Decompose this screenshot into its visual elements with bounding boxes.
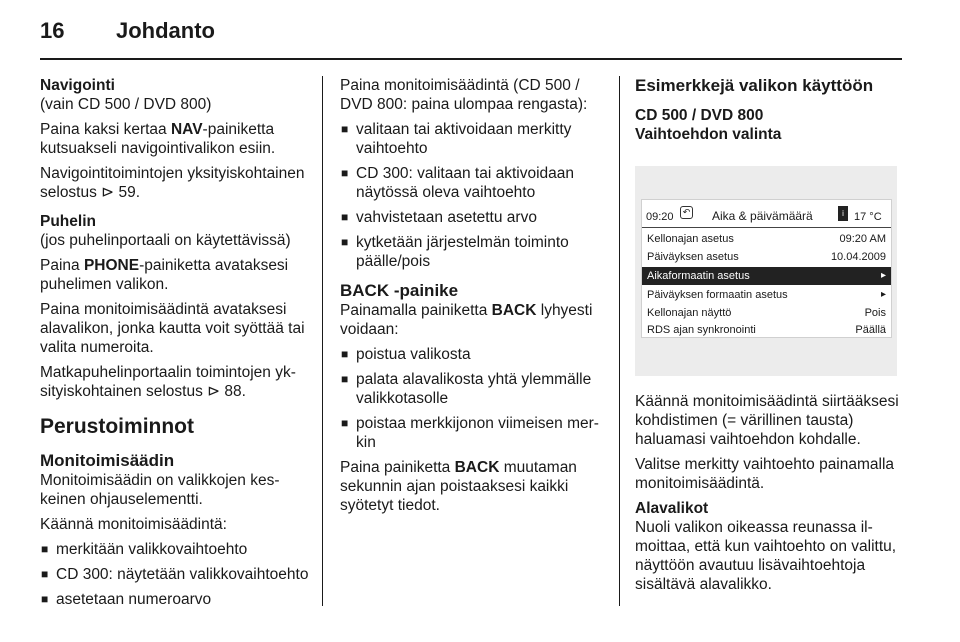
page-number: 16 [40, 18, 65, 43]
return-icon: ↶ [680, 206, 693, 219]
lcd-menu-row: Päiväyksen formaatin asetus ▸ [642, 286, 891, 304]
list-item: ■ CD 300: näytetään valikkovaihtoehto [40, 565, 312, 584]
column-divider [619, 76, 620, 606]
list-item: ■ poistaa merkkijonon viimeisen merkin [340, 414, 610, 452]
phone-paragraph-2: Paina monitoimisäädintä avataksesi alavalikon, jonka kautta voit syöttää tai valita numeroita. [40, 301, 305, 356]
lcd-temperature: 17 °C [854, 211, 882, 223]
section-heading-phone: Puhelin [40, 213, 96, 230]
submenu-paragraph: Nuoli valikon oikeassa reunassa ilmoittaa, että kun vaihtoehto on valittu, näyttöön avautuu lisävaihtoehtoja sisältävä alavalikko. [635, 519, 897, 593]
nav-key: NAV [170, 121, 203, 138]
phone-subtitle: (jos puhelinportaali on käytettävissä) [40, 232, 291, 249]
phone-key: PHONE [83, 257, 140, 274]
column-left [40, 76, 312, 615]
page-header [40, 18, 902, 60]
back-paragraph-2: Paina painiketta BACK muutaman sekunnin ajan poistaaksesi kaikki syötetyt tiedot. [340, 459, 577, 514]
section-heading-examples: Esimerkkejä valikon käyttöön [635, 76, 874, 95]
lcd-menu-title: Aika & päivämäärä [712, 209, 813, 223]
list-item: ■ poistua valikosta [340, 345, 610, 364]
nav-paragraph: Paina kaksi kertaa NAV-painiketta kutsuakseli navigointivalikon esiin. [40, 121, 276, 157]
list-item: ■ kytketään järjestelmän toiminto päälle/pois [340, 233, 610, 271]
section-heading-navigation: Navigointi [40, 77, 115, 94]
back-list [340, 345, 610, 452]
column-divider [322, 76, 323, 606]
submenu-arrow-icon: ▸ [880, 289, 886, 300]
press-paragraph: Paina monitoimisäädintä (CD 500 / DVD 800: paina ulompaa rengasta): [340, 77, 588, 113]
lcd-clock: 09:20 [646, 211, 674, 223]
knob-paragraph-2: Käännä monitoimisäädintä: [40, 516, 227, 533]
knob-press-list [340, 120, 610, 271]
lcd-display [641, 199, 892, 338]
lcd-menu-row: RDS ajan synkronointi Päällä [647, 324, 886, 336]
column-right [635, 76, 905, 600]
back-paragraph: Painamalla painiketta BACK lyhyesti voidaan: [340, 302, 593, 338]
nav-reference: Navigointitoimintojen yksityiskohtainen selostus ⊳ 59. [40, 165, 305, 201]
thermometer-icon: i [838, 206, 848, 221]
list-item: ■ palata alavalikosta yhtä ylemmälle valikkotasolle [340, 370, 610, 408]
lcd-menu-row-selected: Aikaformaatin asetus ▸ [642, 267, 891, 285]
lcd-menu-row: Kellonajan asetus 09:20 AM [647, 233, 886, 245]
list-item: ■ CD 300: valitaan tai aktivoidaan näytössä oleva vaihtoehto [340, 164, 610, 202]
display-screenshot [635, 166, 897, 376]
list-item: ■ vahvistetaan asetettu arvo [340, 208, 610, 227]
section-heading-basics: Perustoiminnot [40, 415, 195, 438]
subsection-heading-knob: Monitoimisäädin [40, 451, 175, 470]
back-key: BACK [491, 302, 537, 319]
subsection-heading-back: BACK -painike [340, 281, 459, 300]
page-reference-link: ⊳ 88. [207, 383, 246, 400]
list-item: ■ valitaan tai aktivoidaan merkitty vaihtoehto [340, 120, 610, 158]
column-middle [340, 76, 610, 521]
phone-reference: Matkapuhelinportaalin toimintojen yksityiskohtainen selostus ⊳ 88. [40, 364, 296, 400]
list-item: ■ asetetaan numeroarvo [40, 590, 312, 609]
submenu-heading: Alavalikot [635, 500, 709, 517]
list-item: ■ merkitään valikkovaihtoehto [40, 540, 312, 559]
lcd-menu-row: Kellonajan näyttö Pois [647, 307, 886, 319]
option-select-heading: Vaihtoehdon valinta [635, 126, 782, 143]
phone-paragraph: Paina PHONE-painiketta avataksesi puhelimen valikon. [40, 257, 289, 293]
nav-subtitle: (vain CD 500 / DVD 800) [40, 96, 212, 113]
submenu-arrow-icon: ▸ [880, 270, 886, 281]
knob-paragraph: Monitoimisäädin on valikkojen keskeinen ohjauselementti. [40, 472, 280, 508]
knob-turn-list [40, 540, 312, 609]
model-heading: CD 500 / DVD 800 [635, 107, 764, 124]
page-reference-link: ⊳ 59. [101, 184, 141, 201]
lcd-menu-row: Päiväyksen asetus 10.04.2009 [647, 251, 886, 263]
back-key: BACK [454, 459, 500, 476]
lcd-status-bar [642, 200, 891, 228]
chapter-title: Johdanto [116, 18, 215, 43]
press-select-paragraph: Valitse merkitty vaihtoehto painamalla monitoimisäädintä. [635, 456, 895, 492]
turn-paragraph: Käännä monitoimisäädintä siirtääksesi kohdistimen (= värillinen tausta) haluamasi vaihtoehdon kohdalle. [635, 393, 899, 448]
